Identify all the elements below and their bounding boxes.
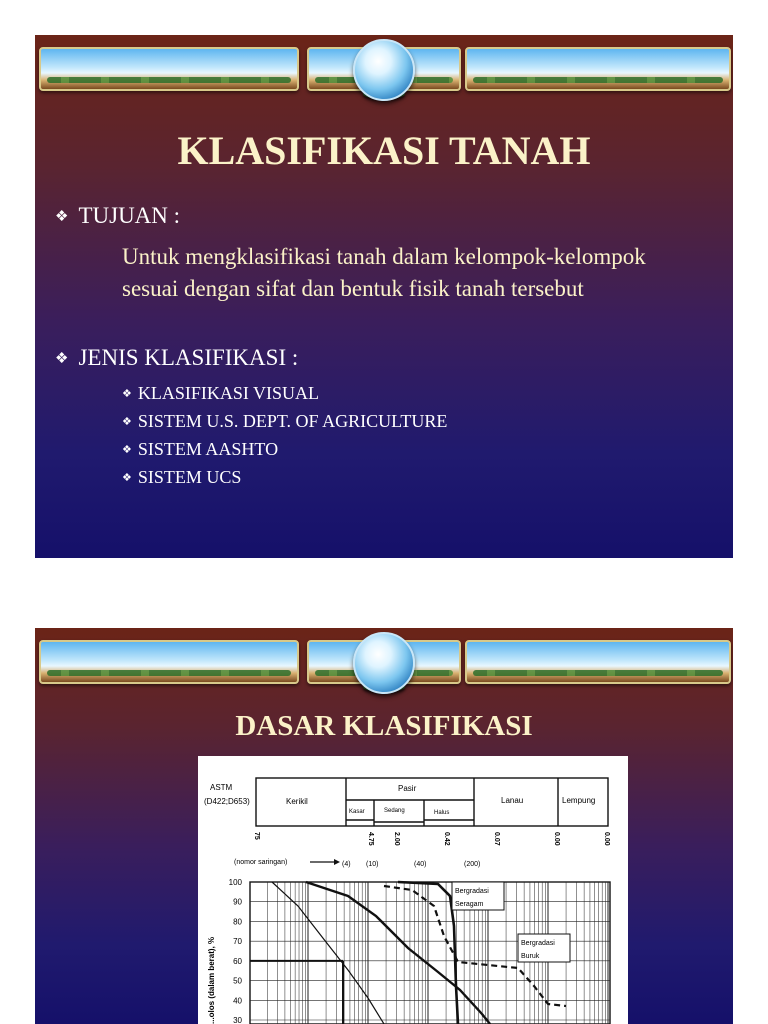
y-tick-label: 70: [233, 937, 242, 947]
y-tick-label: 40: [233, 996, 242, 1006]
globe-icon: [353, 632, 415, 694]
sieve-size-label: 75: [253, 832, 260, 840]
list-item-label: SISTEM U.S. DEPT. OF AGRICULTURE: [137, 410, 448, 431]
lempung-label: Lempung: [562, 796, 596, 805]
list-item: [122, 463, 447, 491]
sedang-label: Sedang: [384, 808, 405, 814]
sieve-size-labels: [253, 832, 610, 846]
annotation-seragam-line1: Bergradasi: [455, 888, 489, 895]
y-tick-labels: [229, 878, 243, 1024]
pasir-label: Pasir: [398, 784, 417, 793]
annotation-buruk-line2: Buruk: [521, 953, 540, 960]
sieve-size-label: 0.00: [603, 832, 610, 846]
sieve-number: (4): [342, 861, 351, 868]
sieve-size-label: 2.00: [393, 832, 400, 846]
list-item-label: SISTEM AASHTO: [137, 438, 279, 459]
sieve-number: (200): [464, 861, 481, 868]
list-item-label: SISTEM UCS: [137, 466, 242, 487]
annotation-seragam-line2: Seragam: [455, 901, 484, 908]
y-tick-label: 60: [233, 956, 242, 966]
sieve-size-label: 4.75: [367, 832, 374, 846]
bullet-tujuan: [55, 203, 180, 229]
list-item: [122, 379, 447, 407]
list-item: [122, 407, 447, 435]
diamond-bullet-icon: ❖: [122, 443, 132, 456]
slide-1: [35, 35, 733, 558]
halus-label: Halus: [434, 810, 450, 816]
y-tick-label: 80: [233, 917, 242, 927]
bullet-jenis-klasifikasi: [55, 345, 298, 371]
diamond-bullet-icon: ❖: [122, 415, 132, 428]
landscape-panel-left: [39, 47, 299, 91]
landscape-panel-right: [465, 640, 731, 684]
globe-icon: [353, 39, 415, 101]
landscape-panel-left: [39, 640, 299, 684]
landscape-panel-right: [465, 47, 731, 91]
sieve-number: (10): [366, 861, 379, 868]
decorative-banner: [35, 636, 733, 696]
slide-2: [35, 628, 733, 1024]
diamond-bullet-icon: ❖: [55, 208, 69, 225]
bullet-label: JENIS KLASIFIKASI :: [78, 345, 299, 370]
astm-code: (D422;D653): [204, 797, 250, 806]
purpose-paragraph: Untuk mengklasifikasi tanah dalam kelompok-kelompok sesuai dengan sifat dan bentuk fisik tanah tersebut: [122, 244, 646, 301]
sieve-size-label: 0.00: [553, 832, 560, 846]
astm-label: ASTM: [210, 783, 233, 792]
kerikil-label: Kerikil: [286, 797, 308, 806]
chart-svg: [198, 756, 628, 1024]
sieve-size-label: 0.07: [493, 832, 500, 846]
list-item-label: KLASIFIKASI VISUAL: [137, 382, 320, 403]
diamond-bullet-icon: ❖: [55, 350, 69, 367]
diamond-bullet-icon: ❖: [122, 387, 132, 400]
fine-curve: [272, 882, 384, 1024]
decorative-banner: [35, 43, 733, 103]
y-tick-label: 90: [233, 897, 242, 907]
kasar-label: Kasar: [349, 809, 365, 815]
y-axis-label: ...olos (dalam berat), %: [207, 936, 216, 1024]
list-item: [122, 435, 447, 463]
y-tick-label: 30: [233, 1016, 242, 1024]
annotation-buruk-line1: Bergradasi: [521, 940, 555, 947]
lanau-label: Lanau: [501, 796, 524, 805]
y-tick-label: 100: [228, 878, 242, 887]
sieve-size-label: 0.42: [443, 832, 450, 846]
y-tick-label: 50: [233, 976, 242, 986]
classification-list: [122, 379, 447, 491]
sieve-row-label: (nomor saringan): [234, 859, 288, 866]
arrow-head-icon: [334, 859, 340, 865]
grain-size-chart: [198, 756, 628, 1024]
bullet-label: TUJUAN :: [78, 203, 181, 228]
slide-title: KLASIFIKASI TANAH: [177, 128, 591, 173]
diamond-bullet-icon: ❖: [122, 471, 132, 484]
slide-title: DASAR KLASIFIKASI: [235, 710, 533, 742]
sieve-number: (40): [414, 861, 427, 868]
